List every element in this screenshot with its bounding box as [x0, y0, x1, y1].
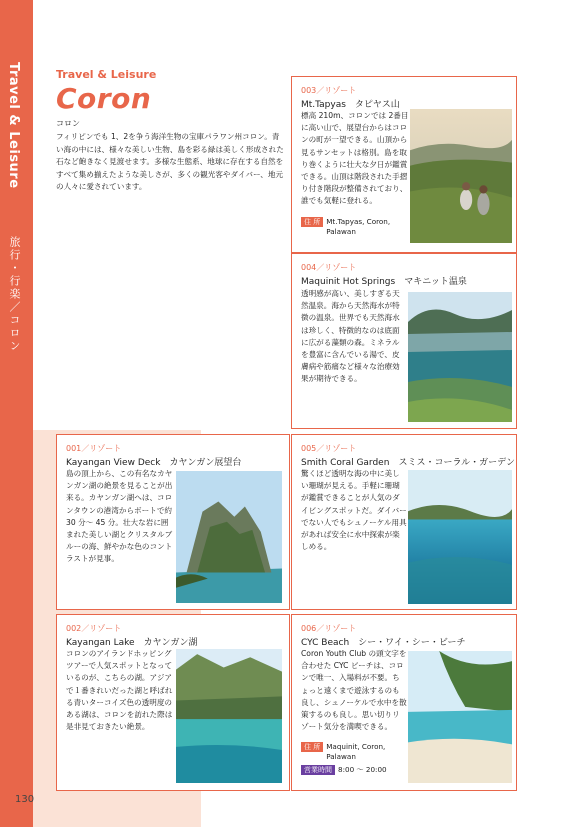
card-id: 001／リゾート: [66, 444, 122, 453]
address-row: [301, 217, 411, 237]
photo-mt-tapyas: [410, 109, 512, 243]
page-subtitle: コロン: [56, 119, 80, 128]
card-title-jp: カヤンガン湖: [143, 638, 198, 648]
address-text: Maquinit, Coron, Palawan: [326, 742, 386, 761]
card-title: [301, 274, 467, 287]
card-title-en: Maquinit Hot Springs: [301, 277, 396, 287]
address-row: [301, 742, 409, 762]
card-title-jp: シー・ワイ・シー・ビーチ: [358, 638, 466, 648]
page-number: 130: [15, 794, 35, 805]
address-tag: 住 所: [301, 217, 323, 227]
card-mt-tapyas: [291, 76, 517, 253]
card-title: [66, 635, 197, 648]
card-description: 標高 210m、コロンでは 2番目に高い山で、展望台からはコロンの町が一望できる。山頂から見るサンセットは格別。島を取り巻くように壮大な夕日が鑑賞できる。山頂は階段された手摺り付き階段が整備されており、誰でも気軽に登れる。: [301, 111, 409, 206]
card-title-en: CYC Beach: [301, 638, 350, 648]
address-tag: 住 所: [301, 742, 323, 752]
photo-cyc-beach: [408, 651, 512, 783]
card-title-jp: タピヤス山: [354, 100, 400, 110]
card-description: コロンのアイランドホッピングツアーで人気スポットとなっているのが、こちらの湖。アジアで１番きれいだった湖と呼ばれる青いターコイズ色の透明度のある湖は、コロンを訪れた際は是非見ておきたい絶景。: [66, 649, 173, 732]
card-kayangan-view-deck: [56, 434, 290, 610]
card-title-en: Mt.Tapyas: [301, 100, 346, 110]
card-title-en: Kayangan View Deck: [66, 458, 161, 468]
sidebar-title-jp: 旅行・行楽／コロン: [8, 236, 21, 353]
page-title: Coron: [56, 82, 152, 115]
card-maquinit-hot-springs: [291, 253, 517, 429]
photo-smith-coral-garden: [408, 470, 512, 604]
card-description: 島の頂上から、この有名なカヤンガン湖の絶景を見ることが出来る。カヤンガン湖へは、コロンタウンの港湾からボートで約 30 分～ 45 分。壮大な岩に囲まれた美しい湖とクリスタルブルーの海、鮮やかな色のコントラストが見事。: [66, 469, 173, 564]
card-title-jp: マキニット温泉: [404, 277, 467, 287]
photo-maquinit-hot-springs: [408, 292, 512, 422]
card-title: [301, 97, 400, 110]
card-title: [66, 455, 241, 468]
card-id: 006／リゾート: [301, 624, 357, 633]
hours-text: 8:00 ～ 20:00: [338, 765, 387, 774]
sidebar-title-en: Travel & Leisure: [6, 62, 21, 189]
card-title-en: Kayangan Lake: [66, 638, 135, 648]
card-id: 005／リゾート: [301, 444, 357, 453]
hours-row: [301, 765, 409, 775]
card-description: 驚くほど透明な海の中に美しい珊瑚が見える。手軽に珊瑚が鑑賞できることが人気のダイビングスポットだ。ダイバーでない人でもシュノーケル用具があれば安全に水中探索が楽しめる。: [301, 469, 407, 552]
card-id: 003／リゾート: [301, 86, 357, 95]
header-area-background: [33, 0, 201, 430]
card-title: [301, 635, 466, 648]
card-description: Coron Youth Club の頭文字を合わせた CYC ビーチは、コロンで唯一、入場料が不要。ちょっと遠くまで遊泳するのも良し、シュノーケルで水中を散策するのも良し。思い切りリゾート気分を満喫できる。: [301, 649, 407, 732]
card-id: 004／リゾート: [301, 263, 357, 272]
address-text: Mt.Tapyas, Coron, Palawan: [326, 217, 391, 236]
intro-text: フィリピンでも 1、2を争う海洋生物の宝庫パラワン州コロン。青い海の中には、様々な美しい生物、島を彩る緑は美しく形成された石など飽きなく見渡せます。多様な生態系、地球に存在する自然をすべて集め揃えたような美しさが、多くの観光客やダイバー、地元の人々に愛されています。: [56, 132, 284, 192]
hours-tag: 営業時間: [301, 765, 335, 775]
photo-kayangan-view-deck: [176, 471, 282, 603]
card-title: [301, 455, 515, 468]
category-label: Travel & Leisure: [56, 68, 157, 81]
photo-kayangan-lake: [176, 649, 282, 783]
card-title-jp: カヤンガン展望台: [169, 458, 242, 468]
card-title-en: Smith Coral Garden: [301, 458, 390, 468]
card-id: 002／リゾート: [66, 624, 122, 633]
card-title-jp: スミス・コーラル・ガーデン: [398, 458, 515, 468]
card-smith-coral-garden: [291, 434, 517, 610]
card-description: 透明感が高い、美しすぎる天然温泉。海から天然海水が特徴の温泉。世界でも天然海水は珍しく、特徴的なのは底面に広がる藻類の森。ミネラルを豊富に含んでいる湯で、皮膚病や筋痛など様々な治療効果が期待できる。: [301, 289, 400, 384]
card-kayangan-lake: [56, 614, 290, 791]
card-cyc-beach: [291, 614, 517, 791]
